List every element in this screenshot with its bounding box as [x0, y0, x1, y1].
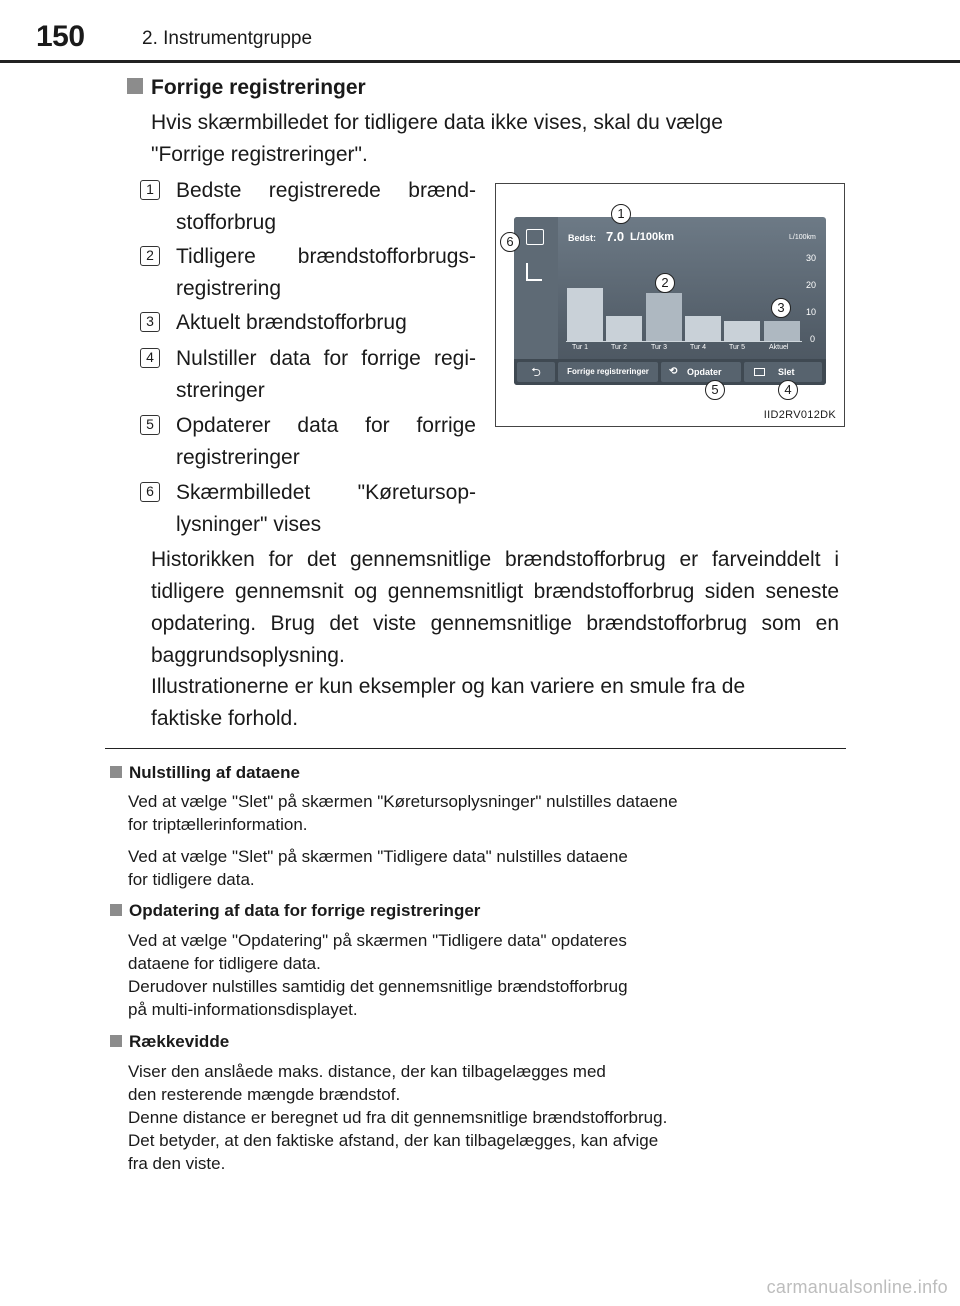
callout-6: 6 [500, 232, 520, 252]
section-intro: Hvis skærmbilledet for tidligere data ikke vises, skal du vælge "Forrige registreringer". [151, 111, 723, 166]
note-heading-text: Nulstilling af dataene [129, 763, 300, 782]
trip-labels [566, 344, 802, 356]
note-paragraph [128, 929, 838, 1021]
number-badge: 3 [140, 312, 160, 332]
best-value: 7.0 [606, 229, 625, 244]
bar-chart [566, 257, 802, 342]
fuel-history-icon [526, 263, 542, 281]
note-line: den resterende mængde brændstof. [128, 1085, 401, 1104]
refresh-icon: ⟲ [669, 366, 678, 377]
square-bullet-icon [110, 766, 122, 778]
list-item [140, 175, 476, 239]
number-badge: 4 [140, 348, 160, 368]
best-label: Bedst: [568, 233, 597, 243]
list-item [140, 307, 476, 339]
y-tick: 30 [806, 253, 817, 263]
list-item-text: Opdaterer data for forrige registreringer [176, 414, 476, 469]
chart-bar [606, 316, 642, 341]
page-number: 150 [36, 20, 85, 53]
section-heading-text: Forrige registreringer [151, 76, 366, 99]
note-line: Denne distance er beregnet ud fra dit gennemsnitlige brændstofforbrug. [128, 1108, 668, 1127]
update-button-label: Opdater [687, 367, 722, 377]
delete-button-label: Slet [778, 367, 795, 377]
callout-1: 1 [611, 204, 631, 224]
list-item-text: Tidligere brændstofforbrugsregistrering [176, 245, 476, 300]
paragraph-history: Historikken for det gennemsnitlige brændstofforbrug er farveinddelt i tidligere gennemsnit og gennemsnitligt brændstofforbrug siden seneste opdatering. Brug det viste gennemsnitlige brændstofforbrug som en baggrundsoplysning. [151, 548, 839, 667]
trip-label: Tur 5 [729, 344, 746, 351]
paragraph-disclaimer: Illustrationerne er kun eksempler og kan variere en smule fra de faktiske forhold. [151, 675, 746, 730]
section-heading [127, 76, 366, 100]
trip-label: Tur 3 [651, 344, 668, 351]
note-line: Ved at vælge "Slet" på skærmen "Køretursoplysninger" nulstilles dataene [128, 792, 678, 811]
callout-3: 3 [771, 298, 791, 318]
watermark: carmanualsonline.info [766, 1277, 948, 1297]
note-heading-text: Rækkevidde [129, 1032, 230, 1051]
update-button[interactable] [661, 362, 741, 382]
callout-4: 4 [778, 380, 798, 400]
note-line: for triptællerinformation. [128, 815, 308, 834]
number-badge: 1 [140, 180, 160, 200]
list-item [140, 477, 476, 541]
chart-bar [764, 321, 800, 341]
delete-icon [754, 368, 765, 376]
trip-label: Tur 4 [690, 344, 707, 351]
section-divider [105, 748, 846, 749]
note-heading-text: Opdatering af data for forrige registreringer [129, 901, 481, 920]
y-tick: 20 [806, 280, 817, 290]
trip-label: Tur 2 [611, 344, 628, 351]
square-bullet-icon [127, 78, 143, 94]
note-paragraph [128, 790, 838, 836]
figure-code: IID2RV012DK [763, 409, 836, 421]
square-bullet-icon [110, 1035, 122, 1047]
list-item [140, 241, 476, 305]
list-item [140, 343, 476, 407]
note-heading [110, 901, 480, 921]
chart-bar [646, 293, 682, 341]
number-badge: 5 [140, 415, 160, 435]
note-line: dataene for tidligere data. [128, 954, 321, 973]
note-paragraph [128, 1060, 838, 1175]
note-line: på multi-informationsdisplayet. [128, 1000, 358, 1019]
chart-bar [567, 288, 603, 341]
number-badge: 6 [140, 482, 160, 502]
note-line: Ved at vælge "Slet" på skærmen "Tidligere data" nulstilles dataene [128, 847, 628, 866]
trip-label: Aktuel [769, 344, 789, 351]
note-paragraph [128, 845, 838, 891]
back-button[interactable]: ⮌ [517, 362, 555, 382]
trip-label: Tur 1 [572, 344, 589, 351]
note-heading [110, 1032, 229, 1052]
list-item-text: Bedste registrerede brændstofforbrug [176, 179, 476, 234]
best-unit: L/100km [630, 231, 675, 243]
note-line: Viser den anslåede maks. distance, der kan tilbagelægges med [128, 1062, 606, 1081]
y-tick: 0 [810, 334, 816, 344]
trip-info-icon [526, 229, 544, 245]
square-bullet-icon [110, 904, 122, 916]
chart-bar [724, 321, 760, 341]
callout-5: 5 [705, 380, 725, 400]
note-line: for tidligere data. [128, 870, 255, 889]
callout-2: 2 [655, 273, 675, 293]
list-item-text: Nulstiller data for forrige registreringer [176, 347, 476, 402]
y-tick: 10 [806, 307, 817, 317]
note-line: fra den viste. [128, 1154, 226, 1173]
list-item-text: Aktuelt brændstofforbrug [176, 311, 407, 334]
list-item-text: Skærmbilledet "Køretursoplysninger" vises [176, 481, 476, 536]
chapter-title: 2. Instrumentgruppe [142, 28, 313, 49]
note-line: Ved at vælge "Opdatering" på skærmen "Tidligere data" opdateres [128, 931, 627, 950]
note-line: Det betyder, at den faktiske afstand, der kan tilbagelægges, kan afvige [128, 1131, 659, 1150]
note-line: Derudover nulstilles samtidig det gennemsnitlige brændstofforbrug [128, 977, 628, 996]
unit-label: L/100km [789, 234, 816, 241]
list-item [140, 410, 476, 474]
figure [495, 183, 845, 427]
previous-records-button[interactable]: Forrige registreringer [558, 362, 658, 382]
note-heading [110, 763, 300, 783]
header-rule [0, 60, 960, 63]
number-badge: 2 [140, 246, 160, 266]
delete-button[interactable] [744, 362, 822, 382]
chart-bar [685, 316, 721, 341]
